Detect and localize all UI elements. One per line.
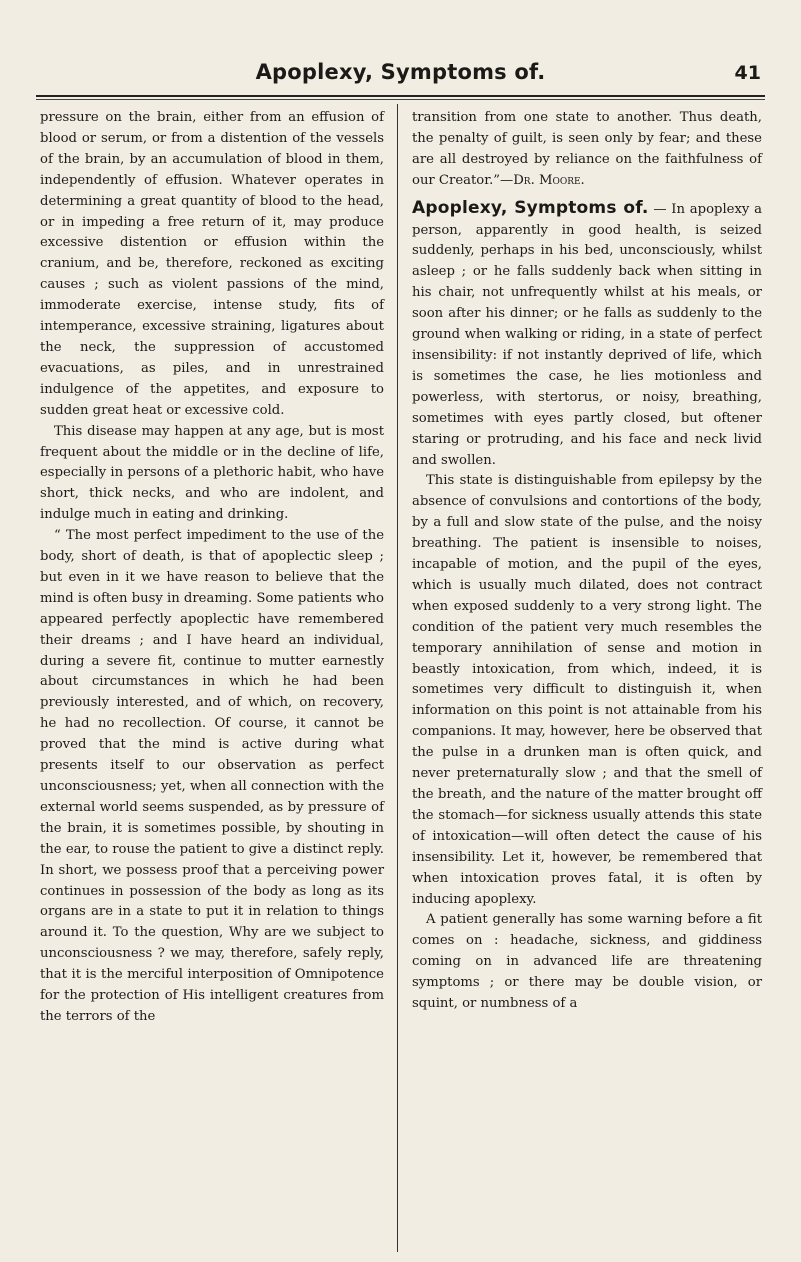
- paragraph: A patient generally has some warning before a fit comes on : headache, sickness, and giddiness coming on in advanced life are threatening symptoms ; or there may be double vision, or squint, or numbness of a: [412, 912, 762, 1012]
- paragraph: This disease may happen at any age, but is most frequent about the middle or in the decline of life, especially in persons of a plethoric habit, who have short, thick necks, and who are indolent, and indulge much in eating and drinking.: [40, 423, 384, 523]
- entry-headword: Apoplexy, Symptoms of.: [412, 197, 649, 218]
- entry-paragraph: [412, 198, 762, 472]
- quote-continuation: transition from one state to another. Thus death, the penalty of guilt, is seen only by fear; and these are all destroyed by reliance on the faithfulness of our Creator.”—: [412, 110, 762, 188]
- header-rule-thin: [36, 99, 765, 100]
- quoted-paragraph: “ The most perfect impediment to the use of the body, short of death, is that of apoplectic sleep ; but even in it we have reason to believe that the mind is often busy in dreaming. Some patients who appeared perfectly apoplectic have remembered their dreams ; and I have heard an individual, during a severe fit, continue to mutter earnestly about circumstances in which he had been previously interested, and of which, on recovery, he had no recollection. Of course, it cannot be proved that the mind is active during what presents itself to our observation as perfect unconsciousness; yet, when all connection with the external world seems suspended, as by pressure of the brain, it is sometimes possible, by shouting in the ear, to rouse the patient to give a distinct reply. In short, we possess proof that a perceiving power continues in possession of the body as long as its organs are in a state to put it in relation to things around it. To the question, Why are we subject to unconsciousness ? we may, therefore, safely reply, that it is the merciful interposition of Omnipotence for the protection of His intelligent creatures from the terrors of the: [40, 528, 384, 1024]
- column-divider: [397, 104, 398, 1252]
- entry-dash: —: [648, 201, 672, 217]
- page-number: 41: [734, 62, 761, 84]
- right-column: [412, 108, 762, 1015]
- quote-author: Dr. Moore.: [513, 172, 585, 188]
- entry-text: In apoplexy a person, apparently in good health, is seized suddenly, perhaps in his bed, unconsciously, whilst asleep ; or he falls suddenly back when sitting in his chair, not unfrequently whilst at his meals, or soon after his dinner; or he falls as suddenly to the ground when walking or riding, in a state of perfect insensibility: if not instantly deprived of life, which is sometimes the case, he lies motionless and powerless, with stertorus, or noisy, breathing, sometimes with eyes partly closed, but oftener staring or protruding, and his face and neck livid and swollen.: [412, 201, 762, 468]
- header-rule: [36, 95, 765, 97]
- paragraph: This state is distinguishable from epilepsy by the absence of convulsions and contortions of the body, by a full and slow state of the pulse, and the noisy breathing. The patient is insensible to noises, incapable of motion, and the pupil of the eyes, which is usually much dilated, does not contract when exposed suddenly to a very strong light. The condition of the patient very much resembles the temporary annihilation of sense and motion in beastly intoxication, from which, indeed, it is sometimes very difficult to distinguish it, when information on this point is not attainable from his companions. It may, however, here be observed that the pulse in a drunken man is often quick, and never preternaturally slow ; and that the smell of the breath, and the nature of the matter brought off the stomach—for sickness usually attends this state of intoxication—will often detect the cause of his insensibility. Let it, however, be remembered that when intoxication proves fatal, it is often by inducing apoplexy.: [412, 473, 762, 907]
- paragraph: pressure on the brain, either from an effusion of blood or serum, or from a distention of the vessels of the brain, by an accumulation of blood in them, independently of effusion. Whatever operates in determining a great quantity of blood to the head, or in impeding a free return of it, may produce excessive distention or effusion within the cranium, and be, therefore, reckoned as exciting causes ; such as violent passions of the mind, immoderate exercise, intense study, fits of intemperance, excessive straining, ligatures about the neck, the suppression of accustomed evacuations, as piles, and in unrestrained indulgence of the appetites, and exposure to sudden great heat or excessive cold.: [40, 110, 384, 418]
- paragraph: [412, 108, 762, 192]
- left-column: [40, 108, 384, 1028]
- running-title: Apoplexy, Symptoms of.: [255, 60, 546, 84]
